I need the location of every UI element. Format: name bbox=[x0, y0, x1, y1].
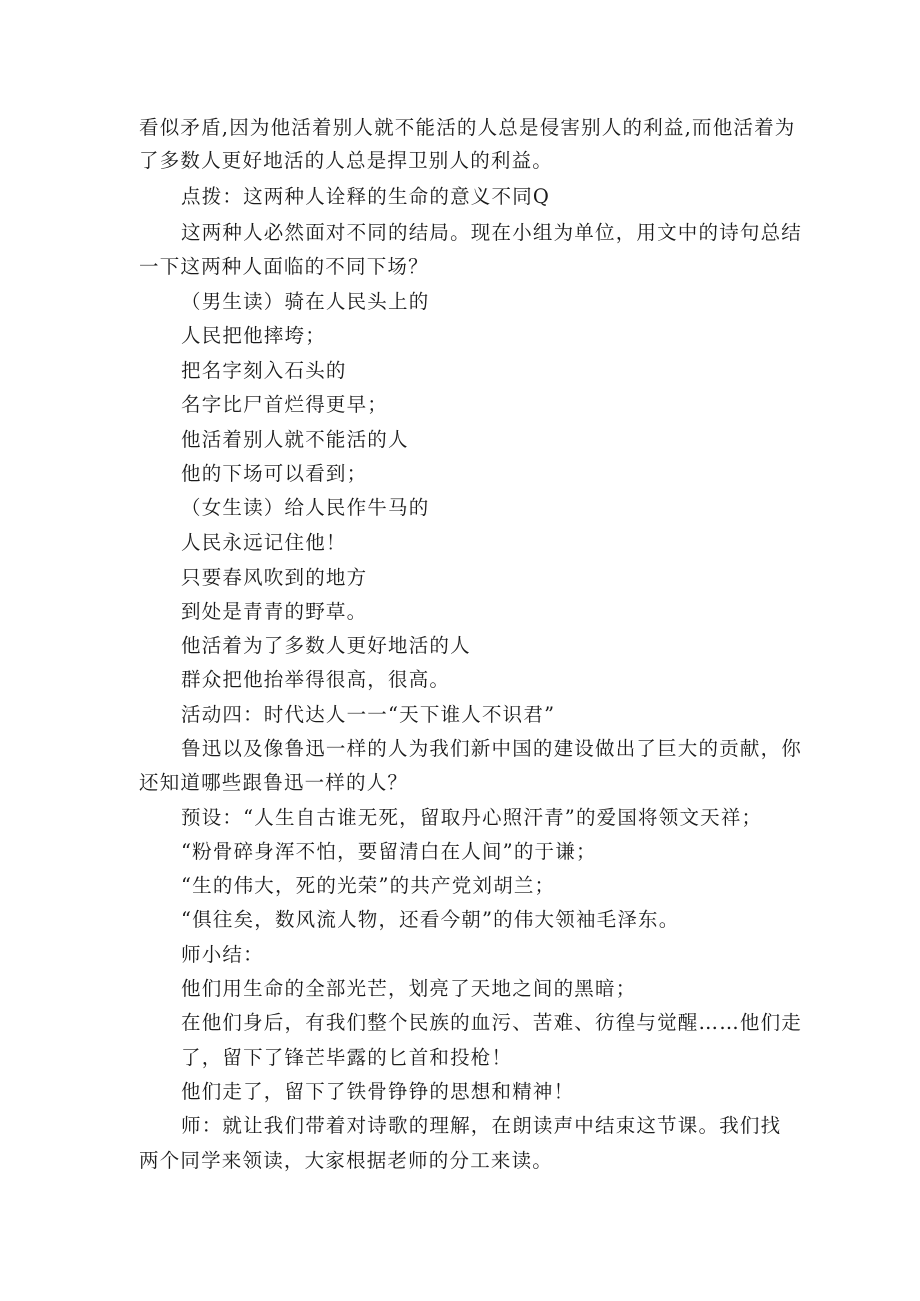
text-line: 还知道哪些跟鲁迅一样的人？ bbox=[139, 771, 409, 794]
text-line: “粉骨碎身浑不怕，要留清白在人间”的于谦； bbox=[181, 840, 597, 863]
text-line: 一下这两种人面临的不同下场？ bbox=[139, 255, 429, 278]
text-line: 人民把他摔垮； bbox=[181, 324, 326, 347]
text-line: 活动四：时代达人一一“天下谁人不识君” bbox=[181, 703, 556, 726]
text-line: 他的下场可以看到； bbox=[181, 462, 368, 485]
text-line: 这两种人必然面对不同的结局。现在小组为单位，用文中的诗句总结 bbox=[181, 221, 803, 244]
text-line: 把名字刻入石头的 bbox=[181, 359, 347, 382]
text-line: 他活着别人就不能活的人 bbox=[181, 428, 409, 451]
text-line: 看似矛盾,因为他活着别人就不能活的人总是侵害别人的利益,而他活着为 bbox=[139, 116, 796, 139]
text-line: 名字比尸首烂得更早； bbox=[181, 393, 389, 416]
text-line: 两个同学来领读，大家根据老师的分工来读。 bbox=[139, 1149, 554, 1172]
text-line: 他活着为了多数人更好地活的人 bbox=[181, 634, 471, 657]
text-line: 人民永远记住他！ bbox=[181, 531, 347, 554]
text-line: （女生读）给人民作牛马的 bbox=[181, 496, 430, 519]
text-line: 群众把他抬举得很高，很高。 bbox=[181, 668, 451, 691]
text-line: 预设：“人生自古谁无死，留取丹心照汗青”的爱国将领文天祥； bbox=[181, 806, 763, 829]
text-line: 师：就让我们带着对诗歌的理解，在朗读声中结束这节课。我们找 bbox=[181, 1114, 782, 1137]
text-line: “生的伟大，死的光荣”的共产党刘胡兰； bbox=[181, 874, 556, 897]
text-line: 他们走了，留下了铁骨铮铮的思想和精神！ bbox=[181, 1080, 575, 1103]
text-line: 了多数人更好地活的人总是捍卫别人的利益。 bbox=[139, 149, 554, 172]
text-line: 鲁迅以及像鲁迅一样的人为我们新中国的建设做出了巨大的贡献，你 bbox=[181, 737, 803, 760]
text-line: 他们用生命的全部光芒，划亮了天地之间的黑暗； bbox=[181, 977, 637, 1000]
text-line: 在他们身后，有我们整个民族的血污、苦难、彷徨与觉醒……他们走 bbox=[181, 1011, 803, 1034]
text-line: 了，留下了锋芒毕露的匕首和投枪！ bbox=[181, 1046, 513, 1069]
text-line: （男生读）骑在人民头上的 bbox=[181, 290, 430, 313]
text-line: 师小结： bbox=[181, 943, 264, 966]
text-line: 到处是青青的野草。 bbox=[181, 600, 368, 623]
text-line: 只要春风吹到的地方 bbox=[181, 566, 368, 589]
text-line: 点拨：这两种人诠释的生命的意义不同Q bbox=[181, 185, 551, 208]
text-line: “俱往矣，数风流人物，还看今朝”的伟大领袖毛泽东。 bbox=[181, 908, 680, 931]
